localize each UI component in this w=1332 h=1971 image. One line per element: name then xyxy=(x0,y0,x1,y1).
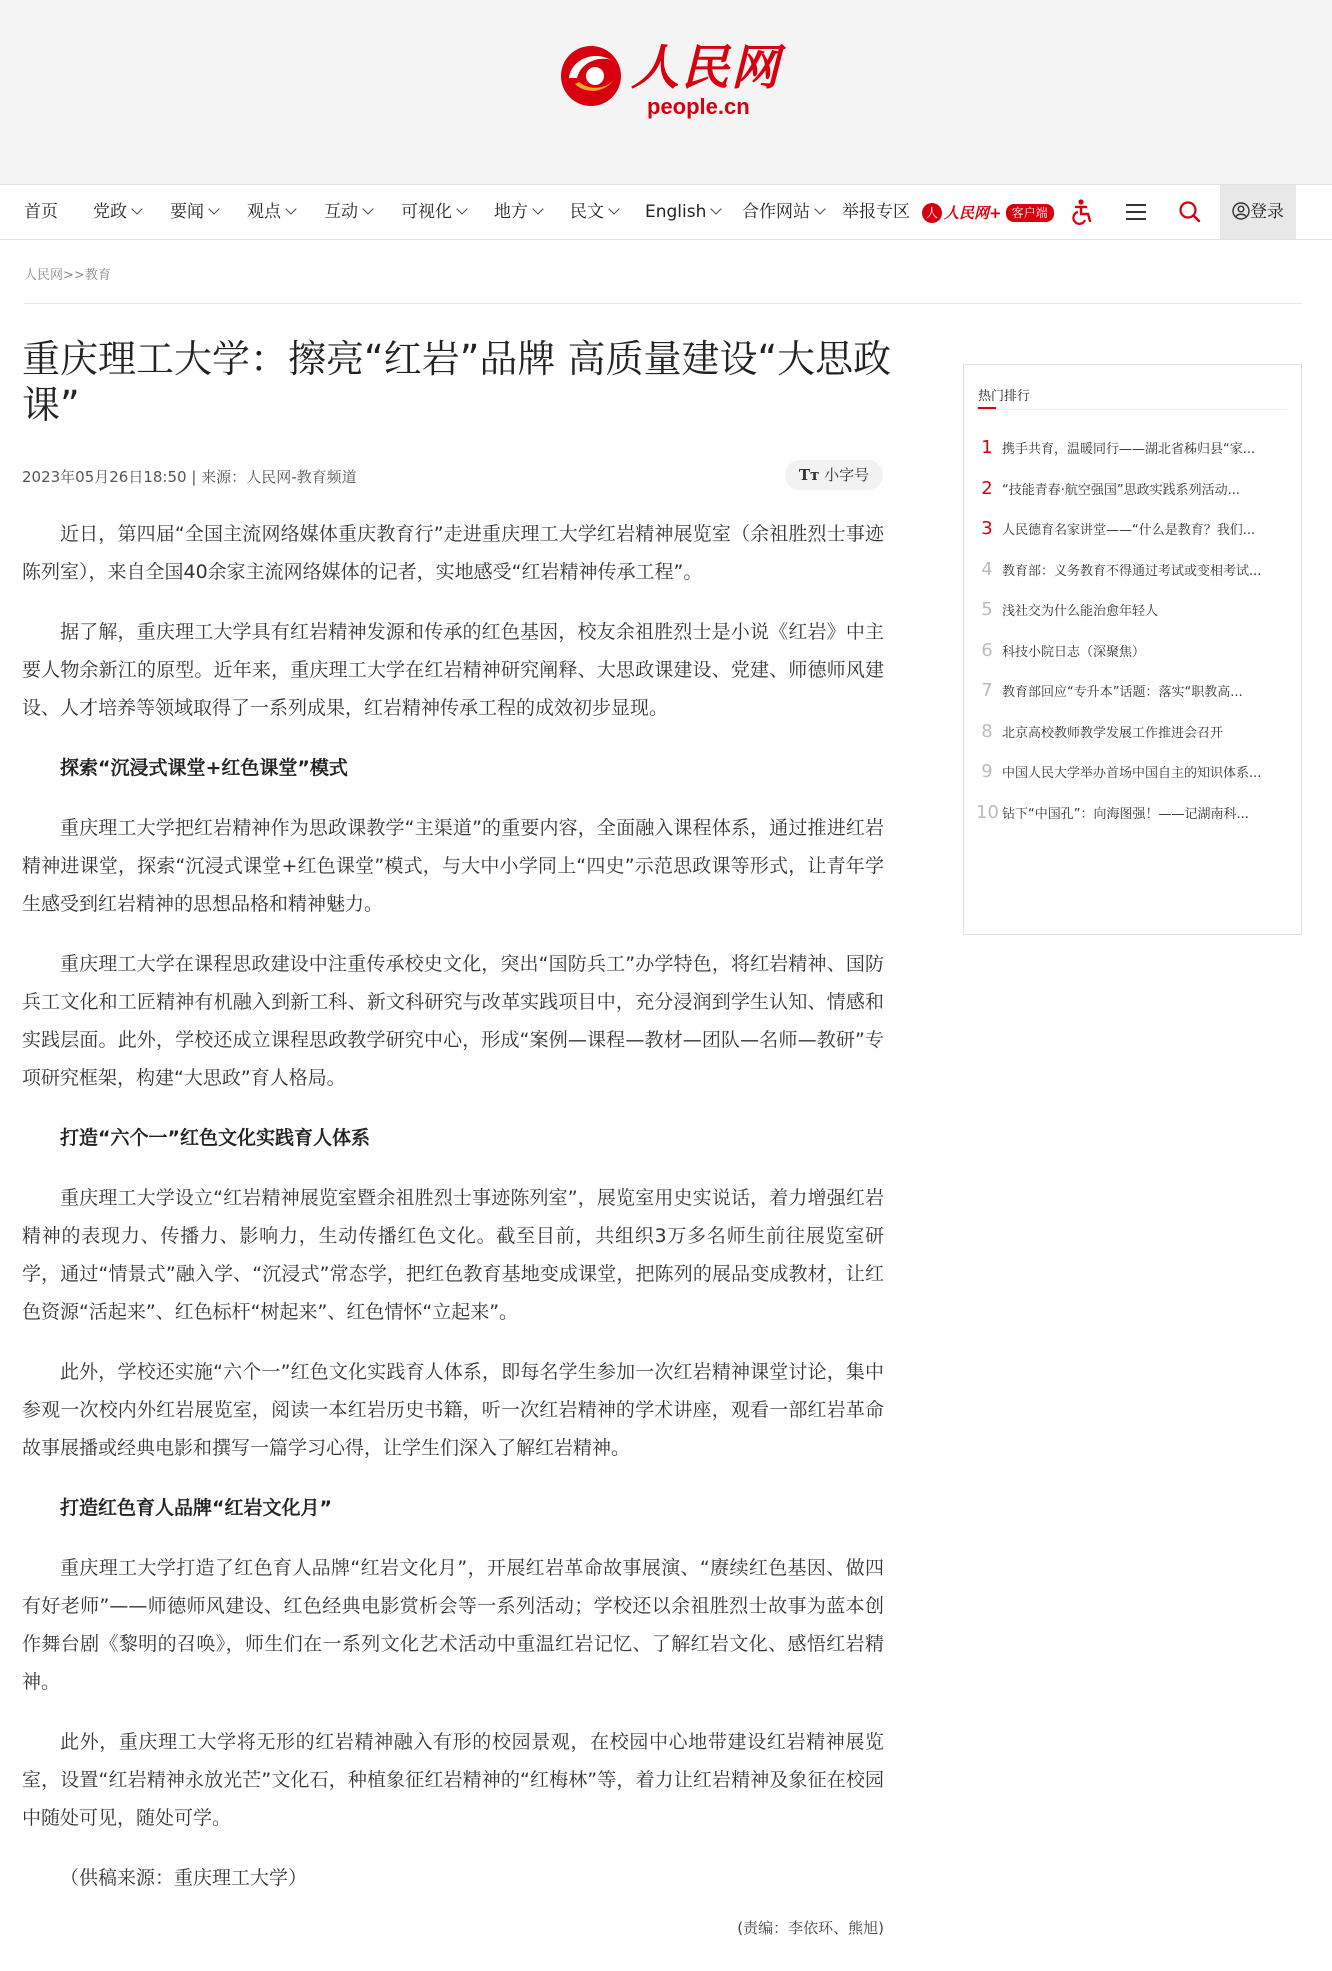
chevron-down-icon xyxy=(532,203,543,214)
ranking-number: 5 xyxy=(981,599,993,620)
article-paragraph: 此外，学校还实施“六个一”红色文化实践育人体系，即每名学生参加一次红岩精神课堂讨论，集中参观一次校内外红岩展览室，阅读一本红岩历史书籍，听一次红岩精神的学术讲座，观看一部红岩革命故事展播或经典电影和撰写一篇学习心得，让学生们深入了解红岩精神。 xyxy=(22,1361,884,1459)
ranking-item[interactable] xyxy=(976,478,1294,502)
nav-partners[interactable]: 合作网站 xyxy=(742,185,824,239)
article-paragraph: 近日，第四届“全国主流网络媒体重庆教育行”走进重庆理工大学红岩精神展览室（余祖胜烈士事迹陈列室），来自全国40余家主流网络媒体的记者，实地感受“红岩精神传承工程”。 xyxy=(22,523,884,583)
nav-english[interactable]: English xyxy=(645,185,720,239)
chevron-down-icon xyxy=(362,203,373,214)
ranking-item[interactable] xyxy=(976,640,1294,664)
ranking-item[interactable] xyxy=(976,559,1294,583)
article-editor: (责编：李依环、熊旭) xyxy=(737,1919,884,1937)
chevron-down-icon xyxy=(456,203,467,214)
chevron-down-icon xyxy=(711,203,722,214)
chevron-down-icon xyxy=(608,203,619,214)
article-paragraph: 据了解，重庆理工大学具有红岩精神发源和传承的红色基因，校友余祖胜烈士是小说《红岩》中主要人物余新江的原型。近年来，重庆理工大学在红岩精神研究阐释、大思政课建设、党建、师德师风建设、人才培养等领域取得了一系列成果，红岩精神传承工程的成效初步显现。 xyxy=(22,621,884,719)
article-subheading: 打造红色育人品牌“红岩文化月” xyxy=(60,1497,332,1519)
nav-interaction[interactable]: 互动 xyxy=(324,185,372,239)
ranking-number: 4 xyxy=(981,558,993,580)
breadcrumb xyxy=(24,264,111,283)
article-body xyxy=(22,515,884,1919)
chevron-down-icon xyxy=(131,203,142,214)
login-button[interactable] xyxy=(1220,185,1296,239)
article-paragraph: 重庆理工大学把红岩精神作为思政课教学“主渠道”的重要内容，全面融入课程体系，通过推进红岩精神进课堂，探索“沉浸式课堂+红色课堂”模式，与大中小学同上“四史”示范思政课等形式，让青年学生感受到红岩精神的思想品格和精神魅力。 xyxy=(22,817,884,915)
search-icon[interactable] xyxy=(1176,198,1204,226)
app-tag: 客户端 xyxy=(1006,204,1054,222)
site-header xyxy=(0,0,1332,184)
login-label: 登录 xyxy=(1250,202,1284,222)
article-subheading: 打造“六个一”红色文化实践育人体系 xyxy=(60,1127,370,1149)
font-size-label: 小字号 xyxy=(824,466,870,484)
user-icon xyxy=(1232,202,1250,220)
ranking-item[interactable] xyxy=(976,680,1294,704)
ranking-item[interactable] xyxy=(976,802,1294,826)
logo-english-text: people.cn xyxy=(647,94,750,119)
ranking-number: 1 xyxy=(981,437,993,458)
ranking-number: 7 xyxy=(981,680,993,701)
ranking-number: 9 xyxy=(981,761,993,782)
ranking-item[interactable] xyxy=(976,721,1294,745)
ranking-title: 中国人民大学举办首场中国自主的知识体系... xyxy=(1002,766,1262,781)
ranking-number: 10 xyxy=(976,801,999,823)
article-paragraph: （供稿来源：重庆理工大学） xyxy=(60,1867,308,1889)
app-name: 人民网+ xyxy=(944,204,1002,222)
nav-report[interactable]: 举报专区 xyxy=(842,202,910,222)
ranking-title: 钻下“中国孔”：向海图强！——记湖南科... xyxy=(1002,806,1249,822)
chevron-down-icon xyxy=(285,203,296,214)
article-paragraph: 重庆理工大学设立“红岩精神展览室暨余祖胜烈士事迹陈列室”，展览室用史实说话，着力增强红岩精神的表现力、传播力、影响力，生动传播红色文化。截至目前，共组织3万多名师生前往展览室研学，通过“情景式”融入学、“沉浸式”常态学，把红色教育基地变成课堂，把陈列的展品变成教材，让红色资源“活起来”、红色标杆“树起来”、红色情怀“立起来”。 xyxy=(22,1187,884,1323)
accessibility-icon[interactable] xyxy=(1068,198,1096,226)
nav-opinion[interactable]: 观点 xyxy=(247,185,295,239)
article-paragraph: 此外，重庆理工大学将无形的红岩精神融入有形的校园景观，在校园中心地带建设红岩精神展览室，设置“红岩精神永放光芒”文化石，种植象征红岩精神的“红梅林”等，着力让红岩精神及象征在校园中随处可见，随处可学。 xyxy=(22,1731,884,1829)
ranking-number: 8 xyxy=(981,720,993,742)
breadcrumb-home[interactable]: 人民网 xyxy=(24,268,64,283)
article-title: 重庆理工大学：擦亮“红岩”品牌 高质量建设“大思政课” xyxy=(22,337,892,427)
ranking-item[interactable] xyxy=(976,761,1294,785)
hot-ranking-panel xyxy=(963,364,1302,935)
nav-news[interactable]: 要闻 xyxy=(170,185,218,239)
nav-ethnic[interactable]: 民文 xyxy=(570,185,618,239)
main-nav xyxy=(0,184,1332,240)
article-paragraph: 重庆理工大学打造了红色育人品牌“红岩文化月”，开展红岩革命故事展演、“赓续红色基因、做四有好老师”——师德师风建设、红色经典电影赏析会等一系列活动；学校还以余祖胜烈士故事为蓝本创作舞台剧《黎明的召唤》，师生们在一系列文化艺术活动中重温红岩记忆、了解红岩文化、感悟红岩精神。 xyxy=(22,1557,884,1693)
breadcrumb-section[interactable]: 教育 xyxy=(84,268,111,283)
ranking-item[interactable] xyxy=(976,518,1294,542)
hot-ranking-heading: 热门排行 xyxy=(978,389,1031,404)
ranking-item[interactable] xyxy=(976,437,1294,461)
ranking-title: 携手共育，温暖同行——湖北省秭归县“家... xyxy=(1002,442,1256,457)
ranking-number: 3 xyxy=(981,518,993,539)
divider xyxy=(24,303,1302,304)
article-paragraph: 重庆理工大学在课程思政建设中注重传承校史文化，突出“国防兵工”办学特色，将红岩精神、国防兵工文化和工匠精神有机融入到新工科、新文科研究与改革实践项目中，充分浸润到学生认知、情感和实践层面。此外，学校还成立课程思政教学研究中心，形成“案例—课程—教材—团队—名师—教研”专项研究框架，构建“大思政”育人格局。 xyxy=(22,953,884,1089)
nav-party[interactable]: 党政 xyxy=(93,185,141,239)
breadcrumb-separator: >> xyxy=(63,268,85,283)
article-source[interactable]: 人民网-教育频道 xyxy=(246,468,357,486)
chevron-down-icon xyxy=(814,203,825,214)
ranking-number: 2 xyxy=(981,477,993,499)
font-size-toggle[interactable] xyxy=(785,460,883,490)
source-label: 来源： xyxy=(201,468,247,486)
text-size-icon: Tт xyxy=(798,466,820,484)
people-logo-icon xyxy=(555,38,627,110)
ranking-title: “技能青春·航空强国”思政实践系列活动... xyxy=(1002,482,1240,498)
logo-chinese-text: 人民网 xyxy=(631,40,782,96)
ranking-title: 北京高校教师教学发展工作推进会召开 xyxy=(1002,725,1224,741)
article-subheading: 探索“沉浸式课堂+红色课堂”模式 xyxy=(60,757,348,779)
ranking-number: 6 xyxy=(981,639,993,661)
app-logo-icon: 人 xyxy=(922,203,942,223)
menu-icon[interactable] xyxy=(1122,198,1150,226)
nav-home[interactable]: 首页 xyxy=(24,202,58,222)
ranking-title: 教育部：义务教育不得通过考试或变相考试... xyxy=(1002,563,1262,579)
ranking-title: 科技小院日志（深聚焦） xyxy=(1002,644,1146,660)
nav-visual[interactable]: 可视化 xyxy=(401,185,466,239)
ranking-item[interactable] xyxy=(976,599,1294,623)
ranking-title: 浅社交为什么能治愈年轻人 xyxy=(1002,604,1159,619)
article-datetime: 2023年05月26日18:50 xyxy=(22,468,187,486)
site-logo[interactable] xyxy=(555,38,795,124)
article-meta: 2023年05月26日18:50 | 来源：人民网-教育频道 xyxy=(22,468,357,486)
ranking-title: 人民德育名家讲堂——“什么是教育？我们... xyxy=(1002,523,1256,538)
divider xyxy=(978,409,1287,410)
app-download-badge[interactable] xyxy=(922,202,1054,224)
chevron-down-icon xyxy=(208,203,219,214)
nav-local[interactable]: 地方 xyxy=(494,185,542,239)
ranking-title: 教育部回应“专升本”话题：落实“职教高... xyxy=(1002,685,1243,700)
